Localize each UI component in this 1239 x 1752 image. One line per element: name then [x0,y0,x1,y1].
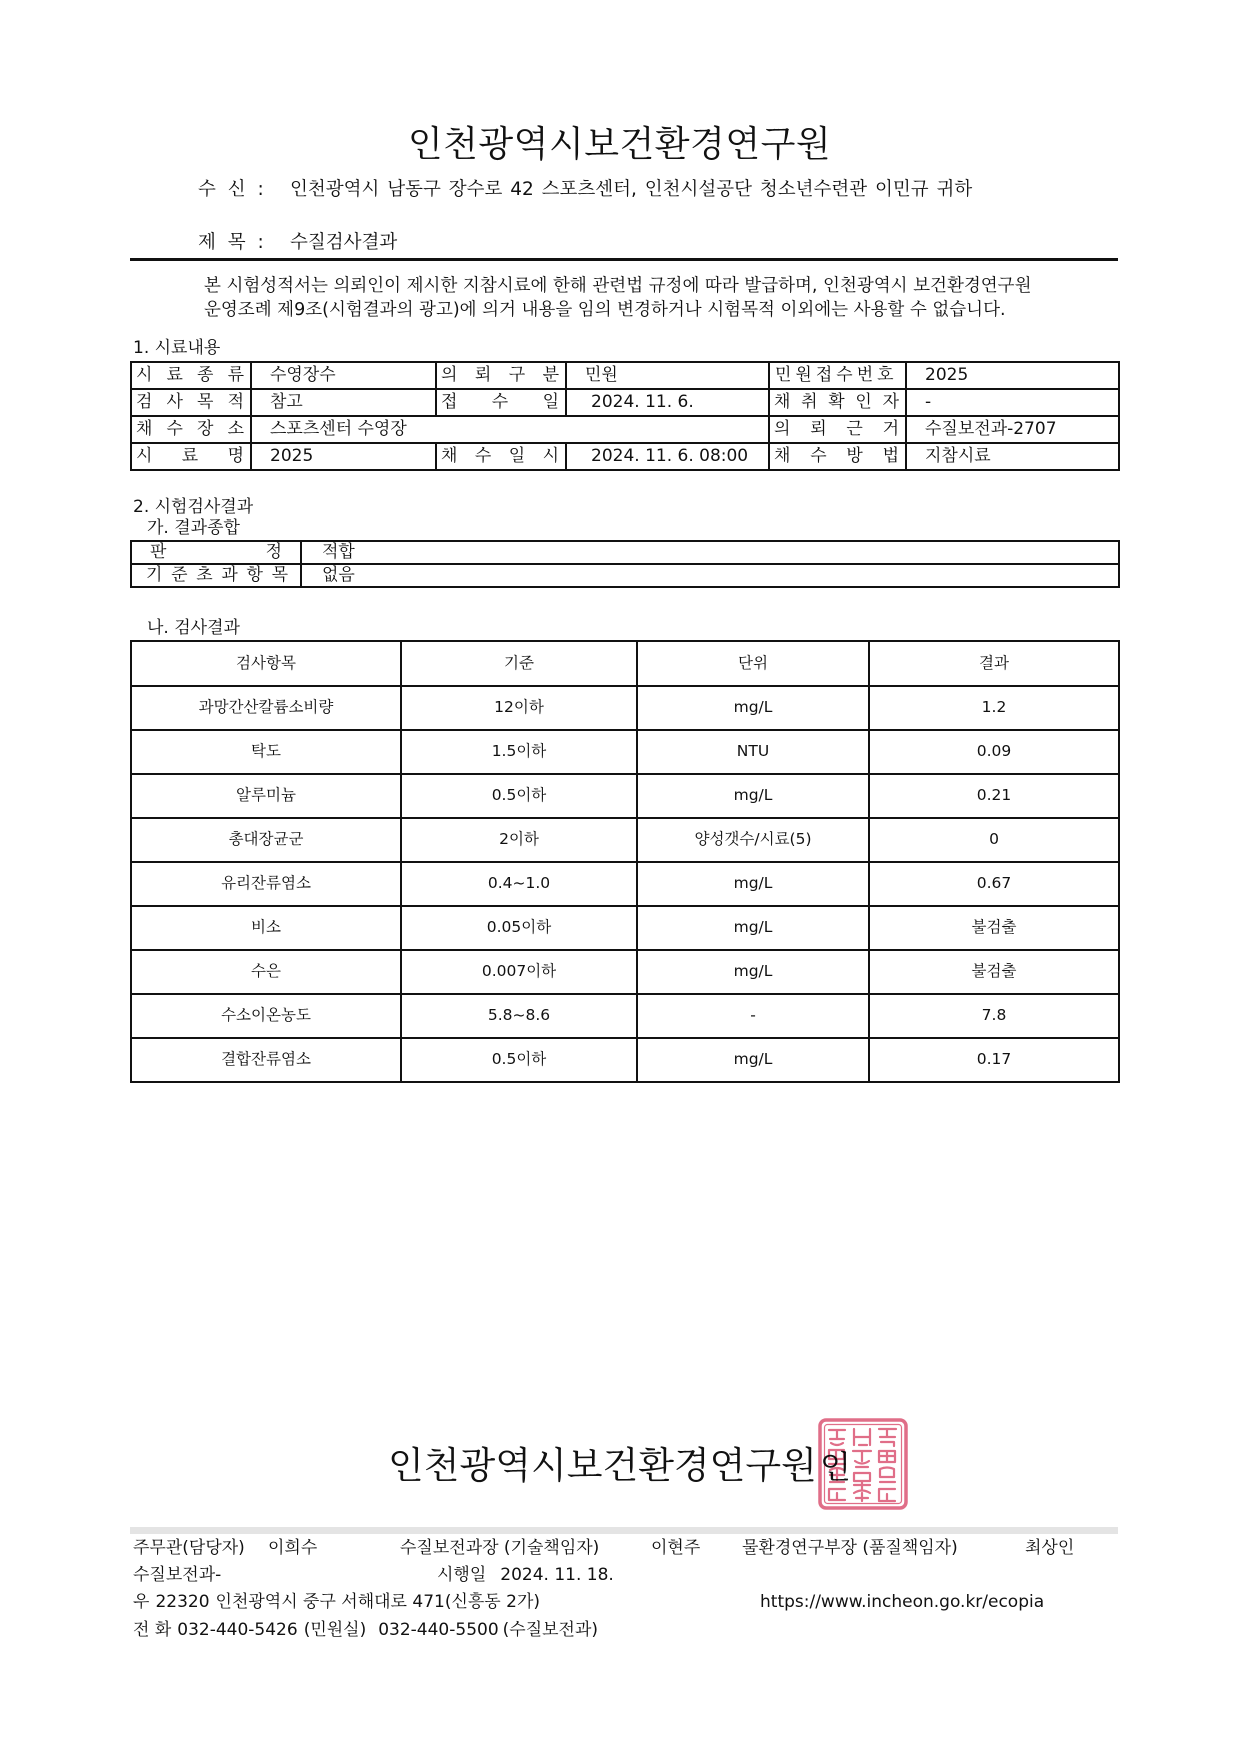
issue-date-label: 시행일 [437,1565,487,1585]
standard-cell: 0.5이하 [401,1038,637,1082]
standard-cell: 0.4~1.0 [401,862,637,906]
officer-role: 주무관(담당자) [133,1538,245,1558]
table-row [131,389,1119,416]
phone-number-2: 032-440-5500 [378,1620,499,1640]
sample-info-heading: 1. 시료내용 [133,338,221,358]
quality-manager-name: 최상인 [1025,1538,1075,1558]
item-cell: 유리잔류염소 [131,862,401,906]
table-row [131,994,1119,1038]
standard-cell: 0.007이하 [401,950,637,994]
address: 인천광역시 중구 서해대로 471(신흥동 2가) [215,1592,541,1612]
confirmer-value: - [906,389,1119,416]
quality-manager-role: 물환경연구부장 (품질책임자) [742,1538,958,1558]
unit-cell: - [637,994,869,1038]
result-cell: 0 [869,818,1119,862]
issue-date-value: 2024. 11. 18. [500,1565,614,1585]
phone-note-1: (민원실) [303,1620,367,1640]
result-cell: 7.8 [869,994,1119,1038]
purpose-value: 참고 [251,389,436,416]
standard-cell: 12이하 [401,686,637,730]
column-header-unit: 단위 [637,641,869,686]
table-row [131,1038,1119,1082]
address-line [133,1592,540,1612]
standard-cell: 0.5이하 [401,774,637,818]
standard-cell: 0.05이하 [401,906,637,950]
method-label: 채 수 방 법 [769,443,906,470]
sample-type-label: 시 료 종 류 [131,362,251,389]
received-date-value: 2024. 11. 6. [566,389,769,416]
table-row [131,362,1119,389]
officer-name: 이희수 [268,1538,318,1558]
tech-manager-role: 수질보전과장 (기술책임자) [400,1538,600,1558]
item-cell: 결합잔류염소 [131,1038,401,1082]
standard-cell: 1.5이하 [401,730,637,774]
seal-placeholder-mark: 인 [820,1448,851,1486]
sampled-at-label: 채 수 일 시 [436,443,566,470]
result-cell: 0.21 [869,774,1119,818]
tech-manager-name: 이현주 [651,1538,701,1558]
result-cell: 0.17 [869,1038,1119,1082]
exceeded-value: 없음 [301,564,1119,587]
standard-cell: 5.8~8.6 [401,994,637,1038]
subject-value: 수질검사결과 [290,232,398,253]
table-row [131,416,1119,443]
detail-heading: 나. 검사결과 [147,618,240,638]
unit-cell: mg/L [637,862,869,906]
notice-line-2: 운영조례 제9조(시험결과의 광고)에 의거 내용을 임의 변경하거나 시험목적 이외에는 사용할 수 없습니다. [204,300,1006,320]
phone-label: 전 화 [133,1620,172,1640]
table-row [131,818,1119,862]
sample-type-value: 수영장수 [251,362,436,389]
sampled-at-value: 2024. 11. 6. 08:00 [566,443,769,470]
table-row [131,443,1119,470]
table-row [131,774,1119,818]
header-divider [130,258,1118,261]
phone-note-2: (수질보전과) [502,1620,599,1640]
verdict-label: 판 정 [131,541,301,564]
receipt-no-label: 민원접수번호 [769,362,906,389]
notice-line-1: 본 시험성적서는 의뢰인이 제시한 지참시료에 한해 관련법 규정에 따라 발급하며, 인천광역시 보건환경연구원 [204,276,1032,296]
unit-cell: mg/L [637,906,869,950]
document-number: 수질보전과- [133,1565,222,1585]
table-row [131,541,1119,564]
subject-line [198,232,397,254]
document-title: 인천광역시보건환경연구원 [407,124,832,165]
sample-info-table [130,361,1120,471]
results-heading: 2. 시험검사결과 [133,497,254,517]
table-row [131,564,1119,587]
results-table [130,640,1120,1083]
basis-label: 의 뢰 근 거 [769,416,906,443]
item-cell: 비소 [131,906,401,950]
unit-cell: mg/L [637,774,869,818]
table-row [131,730,1119,774]
recipient-label: 수 신 : [198,179,264,200]
column-header-standard: 기준 [401,641,637,686]
column-header-result: 결과 [869,641,1119,686]
subject-label: 제 목 : [198,232,264,253]
sample-name-value: 2025 [251,443,436,470]
item-cell: 총대장균군 [131,818,401,862]
table-row [131,862,1119,906]
standard-cell: 2이하 [401,818,637,862]
request-type-value: 민원 [566,362,769,389]
result-cell: 불검출 [869,906,1119,950]
confirmer-label: 채 취 확 인 자 [769,389,906,416]
table-row [131,906,1119,950]
item-cell: 탁도 [131,730,401,774]
issuer-name: 인천광역시보건환경연구원 [388,1444,817,1487]
location-label: 채 수 장 소 [131,416,251,443]
table-header-row [131,641,1119,686]
unit-cell: mg/L [637,950,869,994]
item-cell: 수은 [131,950,401,994]
footer-divider [130,1527,1118,1534]
verdict-value: 적합 [301,541,1119,564]
unit-cell: mg/L [637,1038,869,1082]
unit-cell: 양성갯수/시료(5) [637,818,869,862]
table-row [131,950,1119,994]
sample-name-label: 시 료 명 [131,443,251,470]
postal-label: 우 [133,1592,150,1612]
postal-code: 22320 [155,1592,210,1612]
summary-table [130,540,1120,588]
recipient-value: 인천광역시 남동구 장수로 42 스포츠센터, 인천시설공단 청소년수련관 이민규 귀하 [290,179,973,200]
received-date-label: 접 수 일 [436,389,566,416]
summary-heading: 가. 결과종합 [147,518,240,538]
item-cell: 과망간산칼륨소비량 [131,686,401,730]
table-row [131,686,1119,730]
item-cell: 알루미늄 [131,774,401,818]
phone-line [133,1620,598,1640]
issue-date-line [437,1565,614,1585]
phone-number-1: 032-440-5426 [177,1620,298,1640]
basis-value: 수질보전과-2707 [906,416,1119,443]
request-type-label: 의 뢰 구 분 [436,362,566,389]
receipt-no-value: 2025 [906,362,1119,389]
purpose-label: 검 사 목 적 [131,389,251,416]
result-cell: 0.67 [869,862,1119,906]
official-seal-icon [818,1418,908,1510]
item-cell: 수소이온농도 [131,994,401,1038]
result-cell: 1.2 [869,686,1119,730]
recipient-line [198,179,972,201]
exceeded-label: 기 준 초 과 항 목 [131,564,301,587]
method-value: 지참시료 [906,443,1119,470]
result-cell: 0.09 [869,730,1119,774]
column-header-item: 검사항목 [131,641,401,686]
result-cell: 불검출 [869,950,1119,994]
website: https://www.incheon.go.kr/ecopia [760,1592,1045,1612]
location-value: 스포츠센터 수영장 [251,416,769,443]
unit-cell: NTU [637,730,869,774]
unit-cell: mg/L [637,686,869,730]
